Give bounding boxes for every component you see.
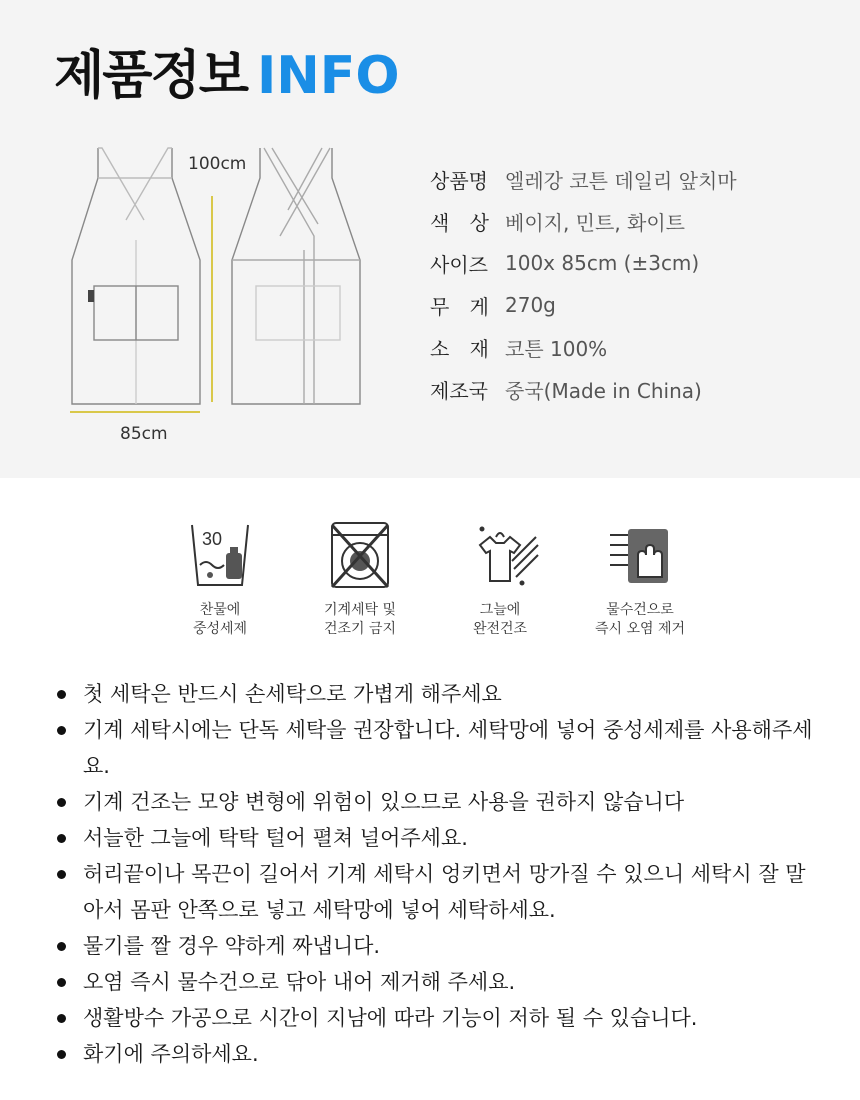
spec-row-size bbox=[430, 242, 737, 284]
spec-table bbox=[430, 158, 737, 410]
spec-label: 상품명 bbox=[430, 168, 488, 193]
spec-value: 270g bbox=[505, 293, 556, 317]
shade-dry-icon bbox=[460, 515, 540, 595]
page-title bbox=[54, 44, 400, 108]
spec-value: 베이지, 민트, 화이트 bbox=[505, 210, 685, 235]
list-item: 오염 즉시 물수건으로 닦아 내어 제거해 주세요. bbox=[55, 964, 815, 1000]
spec-label: 제조국 bbox=[430, 378, 488, 403]
care-item bbox=[580, 515, 700, 655]
apron-diagram bbox=[60, 140, 380, 460]
hand-wash-30-icon bbox=[180, 515, 260, 595]
spec-label: 무 게 bbox=[430, 294, 489, 319]
height-label: 100cm bbox=[188, 154, 247, 174]
spec-row-weight bbox=[430, 284, 737, 326]
spec-row-material bbox=[430, 326, 737, 368]
care-instructions bbox=[160, 515, 700, 655]
care-badge: 30 bbox=[202, 529, 223, 549]
title-korean: 제품정보 bbox=[54, 46, 247, 106]
spec-label: 사이즈 bbox=[430, 252, 488, 277]
spec-label: 소 재 bbox=[430, 336, 489, 361]
list-item: 첫 세탁은 반드시 손세탁으로 가볍게 해주세요 bbox=[55, 676, 815, 712]
care-item bbox=[300, 515, 420, 655]
care-notes-list bbox=[55, 676, 815, 1072]
list-item: 화기에 주의하세요. bbox=[55, 1036, 815, 1072]
list-item: 생활방수 가공으로 시간이 지남에 따라 기능이 저하 될 수 있습니다. bbox=[55, 1000, 815, 1036]
care-text: 기계세탁 및 건조기 금지 bbox=[323, 602, 397, 637]
spec-row-name bbox=[430, 158, 737, 200]
spec-row-color bbox=[430, 200, 737, 242]
list-item: 물기를 짤 경우 약하게 짜냅니다. bbox=[55, 928, 815, 964]
apron-drawing bbox=[60, 140, 380, 460]
spec-value: 코튼 100% bbox=[505, 336, 608, 361]
spec-value: 100x 85cm (±3cm) bbox=[505, 251, 700, 275]
spec-label: 색 상 bbox=[430, 210, 489, 235]
width-label: 85cm bbox=[120, 424, 168, 444]
list-item: 서늘한 그늘에 탁탁 털어 펼쳐 널어주세요. bbox=[55, 820, 815, 856]
care-item bbox=[440, 515, 560, 655]
list-item: 허리끝이나 목끈이 길어서 기계 세탁시 엉키면서 망가질 수 있으니 세탁시 잘 말아서 몸판 안쪽으로 넣고 세탁망에 넣어 세탁하세요. bbox=[55, 856, 815, 928]
no-machine-dry-icon bbox=[320, 515, 400, 595]
product-info-section bbox=[0, 0, 860, 478]
care-text: 물수건으로 즉시 오염 제거 bbox=[594, 602, 686, 637]
care-text: 그늘에 완전건조 bbox=[472, 602, 528, 637]
damp-towel-icon bbox=[600, 515, 680, 595]
care-item bbox=[160, 515, 280, 655]
spec-value: 엘레강 코튼 데일리 앞치마 bbox=[505, 168, 737, 193]
title-english: INFO bbox=[256, 46, 400, 106]
care-text: 찬물에 중성세제 bbox=[192, 602, 248, 637]
spec-value: 중국(Made in China) bbox=[505, 378, 702, 403]
list-item: 기계 건조는 모양 변형에 위험이 있으므로 사용을 권하지 않습니다 bbox=[55, 784, 815, 820]
list-item: 기계 세탁시에는 단독 세탁을 권장합니다. 세탁망에 넣어 중성세제를 사용해주세요. bbox=[55, 712, 815, 784]
spec-row-origin bbox=[430, 368, 737, 410]
